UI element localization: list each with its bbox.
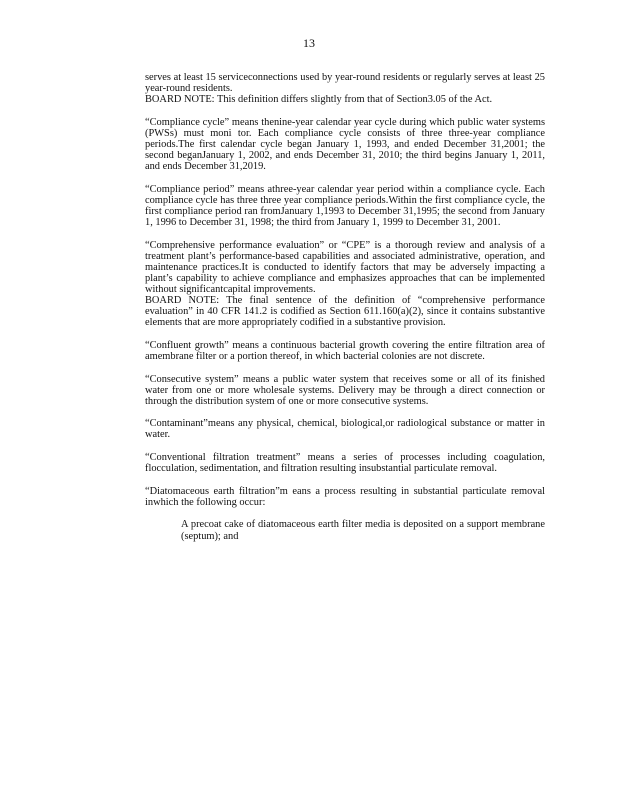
board-note: BOARD NOTE: The final sentence of the definition of “comprehensive performance evaluation” in 40 CFR 141.2 is codified as Section 611.160(a)(2), since it contains substantive elements that are more appropriately codified in a substantive provision. xyxy=(145,295,545,329)
definition-consecutive-system: “Consecutive system” means a public water system that receives some or all of its finished water from one or more wholesale systems. Delivery may be through a direct connection or through the distribution system of one or more consecutive systems. xyxy=(145,373,545,407)
definition-cpe-block xyxy=(145,240,545,329)
definition-confluent-growth: “Confluent growth” means a continuous bacterial growth covering the entire filtration area of amembrane filter or a portion thereof, in which bacterial colonies are not discrete. xyxy=(145,339,545,362)
definition-contaminant: “Contaminant”means any physical, chemical, biological,or radiological substance or matter in water. xyxy=(145,418,545,441)
definition-compliance-cycle: “Compliance cycle” means thenine-year calendar year cycle during which public water systems (PWSs) must moni tor. Each compliance cycle consists of three three-year compliance periods.The first calendar cycle began January 1, 1993, and ended December 31,2001; the second beganJanuary 1, 2002, and ends December 31, 2010; the third begins January 1, 2011, and ends December 31,2019. xyxy=(145,116,545,173)
definition-comprehensive-performance-evaluation: “Comprehensive performance evaluation” or “CPE” is a thorough review and analysis of a treatment plant’s performance-based capabilities and associated administrative, operation, and maintenance practices.It is conducted to identify factors that may be adversely impacting a plant’s capability to achieve compliance and emphasizes approaches that can be implemented without significantcapital improvements. xyxy=(145,239,545,295)
board-note: BOARD NOTE: This definition differs slightly from that of Section3.05 of the Act. xyxy=(145,94,493,106)
diatomaceous-subitem-precoat: A precoat cake of diatomaceous earth filter media is deposited on a support membrane (septum); and xyxy=(181,519,545,542)
definition-continuation: serves at least 15 serviceconnections used by year-round residents or regularly serves at least 25 year-round residents. xyxy=(145,72,545,95)
page-number: 13 xyxy=(303,36,315,50)
definition-compliance-period: “Compliance period” means athree-year calendar year period within a compliance cycle. Each compliance cycle has three three year compliance periods.Within the first compliance cycle, the first compliance period ran fromJanuary 1,1993 to December 31,1995; the second from January 1, 1996 to December 31, 1998; the third from January 1, 1999 to December 31, 2001. xyxy=(145,183,545,229)
document-body xyxy=(145,72,545,553)
definition-conventional-filtration: “Conventional filtration treatment” means a series of processes including coagulation, flocculation, sedimentation, and filtration resulting insubstantial particulate removal. xyxy=(145,452,545,475)
definition-diatomaceous-earth-filtration: “Diatomaceous earth filtration”m eans a process resulting in substantial particulate removal inwhich the following occur: xyxy=(145,485,545,508)
definition-service-connections-block xyxy=(145,72,545,105)
